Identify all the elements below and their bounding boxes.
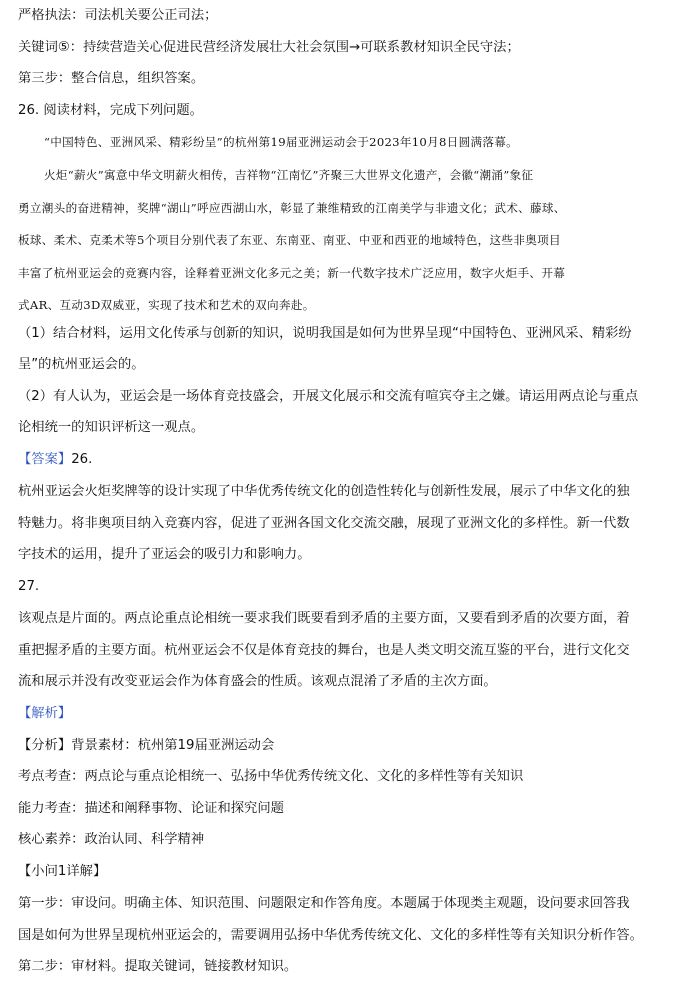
material-line: 丰富了杭州亚运会的竞赛内容，诠释着亚洲文化多元之美；新一代数字技术广泛应用，数字火炬手、开幕 [18, 266, 566, 280]
answer-number: 27. [18, 579, 40, 594]
sub-question-1-cont: 呈”的杭州亚运会的。 [18, 357, 145, 372]
text-line: 第三步：整合信息，组织答案。 [18, 71, 205, 86]
sub-question-detail-heading: 【小问1详解】 [18, 864, 107, 879]
answer-number: 26. [71, 452, 93, 467]
analysis-line: 【分析】背景素材：杭州第19届亚洲运动会 [18, 738, 275, 753]
sub-question-2-cont: 论相统一的知识评析这一观点。 [18, 420, 205, 435]
material-line: 式AR、互动3D双威亚，实现了技术和艺术的双向奔赴。 [18, 298, 315, 312]
answer-heading [18, 451, 680, 469]
analysis-tag: 【解析】 [18, 706, 72, 721]
analysis-line: 核心素养：政治认同、科学精神 [18, 832, 205, 847]
analysis-line: 第一步：审设问。明确主体、知识范围、问题限定和作答角度。本题属于体现类主观题，设问要求回答我 [18, 896, 630, 911]
answer-line: 特魅力。将非奥项目纳入竞赛内容，促进了亚洲各国文化交流交融，展现了亚洲文化的多样性。新一代数 [18, 516, 630, 531]
answer-line: 杭州亚运会火炬奖牌等的设计实现了中华优秀传统文化的创造性转化与创新性发展，展示了中华文化的独 [18, 484, 630, 499]
answer-line: 流和展示并没有改变亚运会作为体育盛会的性质。该观点混淆了矛盾的主次方面。 [18, 674, 497, 689]
material-line: 火炬“薪火”寓意中华文明薪火相传，吉祥物“江南忆”齐聚三大世界文化遗产，会徽“潮涌”象征 [44, 168, 534, 182]
analysis-line: 考点考查：两点论与重点论相统一、弘扬中华优秀传统文化、文化的多样性等有关知识 [18, 769, 524, 784]
answer-line: 字技术的运用，提升了亚运会的吸引力和影响力。 [18, 547, 311, 562]
answer-line: 该观点是片面的。两点论重点论相统一要求我们既要看到矛盾的主要方面，又要看到矛盾的次要方面，着 [18, 611, 630, 626]
material-line: “中国特色、亚洲风采、精彩纷呈”的杭州第19届亚洲运动会于2023年10月8日圆满落幕。 [44, 135, 519, 149]
sub-question-1: （1）结合材料，运用文化传承与创新的知识，说明我国是如何为世界呈现“中国特色、亚洲风采、精彩纷 [18, 326, 632, 341]
analysis-line: 能力考查：描述和阐释事物、论证和探究问题 [18, 801, 284, 816]
sub-question-2: （2）有人认为，亚运会是一场体育竞技盛会，开展文化展示和交流有喧宾夺主之嫌。请运用两点论与重点 [18, 389, 639, 404]
question-heading: 26. 阅读材料，完成下列问题。 [18, 103, 203, 118]
material-line: 勇立潮头的奋进精神，奖牌“湖山”呼应西湖山水，彰显了兼维精致的江南美学与非遗文化；武术、藤球、 [18, 201, 566, 215]
answer-line: 重把握矛盾的主要方面。杭州亚运会不仅是体育竞技的舞台，也是人类文明交流互鉴的平台，进行文化交 [18, 643, 630, 658]
analysis-line: 第二步：审材料。提取关键词，链接教材知识。 [18, 959, 298, 974]
analysis-heading [18, 705, 680, 723]
text-line: 严格执法：司法机关要公正司法； [18, 8, 218, 23]
answer-tag: 【答案】 [18, 452, 72, 467]
material-line: 板球、柔术、克柔术等5个项目分别代表了东亚、东南亚、南亚、中亚和西亚的地域特色，这些非奥项目 [18, 233, 561, 247]
analysis-line: 国是如何为世界呈现杭州亚运会的，需要调用弘扬中华优秀传统文化、文化的多样性等有关知识分析作答。 [18, 928, 643, 943]
text-line: 关键词⑤：持续营造关心促进民营经济发展壮大社会氛围→可联系教材知识全民守法； [18, 40, 520, 55]
